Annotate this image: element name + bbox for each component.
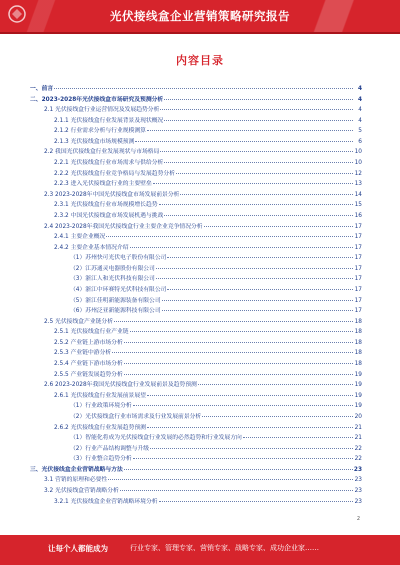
toc-entry-label: 2.3.2 中国光伏接线盒市场发展机遇与挑战 [54, 212, 164, 219]
toc-entry-label: 2.5 光伏接线盒产业链分析 [44, 318, 114, 325]
toc-entry-page: 4 [357, 86, 362, 92]
toc-entry-label: 三、光伏接线盒企业营销战略与方法 [30, 466, 123, 473]
toc-leader-dots [160, 151, 353, 152]
toc-leader-dots [243, 437, 353, 438]
toc-leader-dots [159, 501, 353, 502]
toc-leader-dots [124, 342, 353, 343]
toc-entry-label: 2.2 我国光伏接线盒行业发展现状与市场格局 [44, 149, 160, 156]
toc-leader-dots [150, 448, 353, 449]
toc-entry-page: 12 [354, 170, 362, 177]
toc-entry-page: 17 [354, 297, 362, 304]
header-divider [0, 32, 400, 34]
toc-entry-page: 15 [354, 202, 362, 209]
toc-leader-dots [112, 352, 353, 353]
toc-entry-page: 17 [354, 244, 362, 251]
toc-entry[interactable] [30, 95, 362, 106]
toc-entry-label: 2.5.5 产业链发展趋势分析 [54, 371, 123, 378]
toc-leader-dots [204, 226, 353, 227]
toc-entry[interactable] [30, 370, 362, 381]
toc-entry-label: 3.2.1 光伏接线盒企业营销战略环境分析 [54, 498, 158, 505]
toc-entry-page: 23 [354, 498, 362, 505]
toc-entry-page: 21 [354, 424, 362, 431]
toc-entry[interactable] [30, 264, 362, 275]
toc-entry-label: 2.5.3 产业链中游分析 [54, 350, 112, 357]
toc-entry-label: （4）浙江中环赛特光伏科技有限公司 [70, 286, 167, 293]
toc-leader-dots [162, 310, 353, 311]
toc-entry-label: （1）智能化将成为光伏接线盒行业发展的必然趋势和行业发展方向 [70, 435, 242, 442]
toc-entry-label: 2.4.1 主要企业概况 [54, 234, 106, 241]
toc-entry[interactable] [30, 380, 362, 391]
toc-entry-page: 10 [354, 160, 362, 167]
toc-entry[interactable] [30, 169, 362, 180]
toc-entry[interactable] [30, 465, 362, 476]
toc-entry[interactable] [30, 475, 362, 486]
toc-entry[interactable] [30, 105, 362, 116]
toc-entry-page: 23 [354, 477, 362, 484]
toc-leader-dots [124, 469, 353, 470]
toc-leader-dots [108, 479, 353, 480]
toc-entry[interactable] [30, 338, 362, 349]
toc-entry[interactable] [30, 327, 362, 338]
toc-leader-dots [180, 194, 353, 195]
toc-leader-dots [133, 405, 353, 406]
toc-entry-label: 2.1.2 行业需求分析与行业规模测算 [54, 128, 146, 135]
toc-entry[interactable] [30, 253, 362, 264]
toc-heading: 内容目录 [176, 54, 224, 67]
toc-entry[interactable] [30, 147, 362, 158]
toc-entry-page: 18 [354, 318, 362, 325]
toc-entry[interactable] [30, 179, 362, 190]
toc-entry-label: 2.5.4 产业链下游市场分析 [54, 361, 123, 368]
toc-entry[interactable] [30, 232, 362, 243]
toc-entry[interactable] [30, 444, 362, 455]
toc-entry-label: 2.5.2 产业链上游市场分析 [54, 339, 123, 346]
toc-entry-label: 2.3 2023-2028年中国光伏接线盒市场发展前景分析 [44, 191, 180, 198]
toc-entry-page: 17 [354, 265, 362, 272]
toc-entry[interactable] [30, 306, 362, 317]
toc-leader-dots [135, 141, 353, 142]
toc-leader-dots [106, 236, 353, 237]
toc-leader-dots [147, 427, 353, 428]
toc-entry-label: 2.2.3 进入光伏接线盒行业的主要壁垒 [54, 181, 152, 188]
toc-entry-page: 18 [354, 361, 362, 368]
toc-entry-page: 22 [354, 445, 362, 452]
toc-leader-dots [164, 99, 353, 100]
toc-entry-page: 22 [354, 456, 362, 463]
toc-leader-dots [167, 257, 353, 258]
toc-entry-label: （1）苏州快可光伏电子股份有限公司 [70, 255, 167, 262]
toc-entry-page: 17 [354, 308, 362, 315]
toc-entry[interactable] [30, 296, 362, 307]
report-footer [0, 535, 400, 565]
toc-entry-label: 3.1 营销的原理和必要性 [44, 477, 108, 484]
toc-leader-dots [124, 374, 353, 375]
toc-entry-label: 2.1 光伏接线盒行业运营情况及发展趋势分析 [44, 107, 160, 114]
toc-entry[interactable] [30, 423, 362, 434]
toc-entry[interactable] [30, 137, 362, 148]
toc-leader-dots [202, 416, 353, 417]
page-number: 2 [356, 516, 360, 522]
table-of-contents [30, 84, 362, 507]
toc-entry-page: 20 [354, 413, 362, 420]
footer-slogan: 让每个人都能成为 [48, 544, 108, 553]
toc-entry-label: 2.3.1 光伏接线盒行业市场规模增长趋势 [54, 202, 158, 209]
toc-entry[interactable] [30, 359, 362, 370]
toc-leader-dots [153, 183, 353, 184]
toc-entry-label: （2）行业产品结构调整与升级 [70, 445, 150, 452]
toc-entry[interactable] [30, 454, 362, 465]
toc-entry-label: （2）光伏接线盒行业市场需求及行业发展前景分析 [70, 413, 202, 420]
toc-entry-page: 17 [354, 276, 362, 283]
toc-entry-page: 5 [358, 128, 362, 135]
toc-entry-page: 19 [354, 403, 362, 410]
toc-entry-page: 18 [354, 329, 362, 336]
toc-entry[interactable] [30, 190, 362, 201]
toc-entry-page: 18 [354, 339, 362, 346]
toc-entry-label: （1）行业政策环境分析 [70, 403, 132, 410]
toc-entry[interactable] [30, 243, 362, 254]
toc-entry-label: （3）行业整合趋势分析 [70, 456, 132, 463]
toc-entry[interactable] [30, 222, 362, 233]
toc-entry-page: 4 [358, 117, 362, 124]
toc-entry-label: 2.1.1 光伏接线盒行业发展背景及现状概况 [54, 117, 164, 124]
toc-entry[interactable] [30, 348, 362, 359]
toc-entry-page: 17 [354, 286, 362, 293]
toc-entry-page: 4 [357, 96, 362, 103]
toc-entry-page: 21 [354, 435, 362, 442]
toc-leader-dots [130, 247, 353, 248]
toc-entry[interactable] [30, 401, 362, 412]
toc-leader-dots [164, 120, 353, 121]
toc-entry-page: 19 [354, 371, 362, 378]
toc-entry[interactable] [30, 412, 362, 423]
toc-entry-page: 4 [358, 107, 362, 114]
toc-entry-label: 2.6.1 光伏接线盒行业发展前景展望 [54, 392, 146, 399]
toc-entry[interactable] [30, 116, 362, 127]
toc-entry[interactable] [30, 126, 362, 137]
footer-services: 行业专家、管理专家、营销专家、战略专家、成功企业家…… [130, 544, 319, 552]
toc-leader-dots [198, 384, 353, 385]
toc-entry[interactable] [30, 158, 362, 169]
toc-leader-dots [160, 109, 353, 110]
toc-leader-dots [167, 289, 353, 290]
report-header [0, 0, 400, 34]
toc-entry[interactable] [30, 84, 362, 95]
toc-leader-dots [159, 204, 353, 205]
toc-entry-page: 13 [354, 181, 362, 188]
toc-entry-label: 2.2.1 光伏接线盒行业市场需求与供给分析 [54, 160, 164, 167]
toc-entry-label: （6）苏州泛亚新能源科技有限公司 [70, 308, 161, 315]
toc-entry-label: 2.5.1 光伏接线盒行业产业链 [54, 329, 129, 336]
toc-leader-dots [156, 268, 353, 269]
toc-entry-label: 2.2.2 光伏接线盒行业竞争格局与发展趋势分析 [54, 170, 175, 177]
toc-leader-dots [162, 300, 353, 301]
toc-entry[interactable] [30, 317, 362, 328]
toc-entry-page: 23 [353, 466, 362, 473]
toc-entry-label: 2.4.2 主要企业基本情况介绍 [54, 244, 129, 251]
toc-leader-dots [54, 88, 353, 89]
toc-leader-dots [114, 321, 353, 322]
toc-leader-dots [120, 490, 353, 491]
toc-entry-page: 23 [354, 487, 362, 494]
toc-leader-dots [124, 363, 353, 364]
toc-leader-dots [156, 278, 353, 279]
toc-leader-dots [147, 130, 353, 131]
toc-entry[interactable] [30, 433, 362, 444]
toc-entry-label: 2.1.3 光伏接线盒市场规模预测 [54, 138, 135, 145]
toc-entry-label: 一、前言 [30, 86, 54, 92]
toc-entry-label: 2.6.2 光伏接线盒行业发展趋势预测 [54, 424, 146, 431]
report-title: 光伏接线盒企业营销策略研究报告 [110, 9, 290, 23]
toc-leader-dots [164, 162, 353, 163]
toc-entry[interactable] [30, 274, 362, 285]
toc-entry-label: （3）浙江人和光伏科技有限公司 [70, 276, 155, 283]
toc-entry-page: 19 [354, 382, 362, 389]
toc-entry[interactable] [30, 391, 362, 402]
toc-entry-label: （5）浙江佳明新能源装备有限公司 [70, 297, 161, 304]
toc-entry[interactable] [30, 200, 362, 211]
toc-entry-label: 2.4 2023-2028年我国光伏接线盒行业主要企业竞争情况分析 [44, 223, 203, 230]
toc-entry-label: 二、2023-2028年光伏接线盒市场研究及预测分析 [30, 96, 164, 103]
toc-leader-dots [176, 173, 353, 174]
toc-entry[interactable] [30, 285, 362, 296]
toc-entry[interactable] [30, 211, 362, 222]
toc-entry-page: 14 [354, 191, 362, 198]
toc-entry[interactable] [30, 497, 362, 508]
toc-leader-dots [130, 331, 353, 332]
toc-leader-dots [147, 395, 353, 396]
toc-entry-page: 17 [354, 223, 362, 230]
toc-entry-label: （2）江苏通灵电器股份有限公司 [70, 265, 155, 272]
toc-entry-page: 19 [354, 392, 362, 399]
toc-entry-page: 18 [354, 350, 362, 357]
toc-leader-dots [164, 215, 353, 216]
toc-entry-page: 10 [354, 149, 362, 156]
toc-entry-page: 6 [358, 138, 362, 145]
toc-entry-label: 3.2 光伏接线盒营销战略分析 [44, 487, 119, 494]
toc-leader-dots [133, 458, 353, 459]
toc-entry-label: 2.6 2023-2028年我国光伏接线盒行业发展前景及趋势预测 [44, 382, 197, 389]
toc-entry-page: 17 [354, 234, 362, 241]
toc-entry-page: 17 [354, 255, 362, 262]
toc-entry[interactable] [30, 486, 362, 497]
toc-entry-page: 16 [354, 212, 362, 219]
